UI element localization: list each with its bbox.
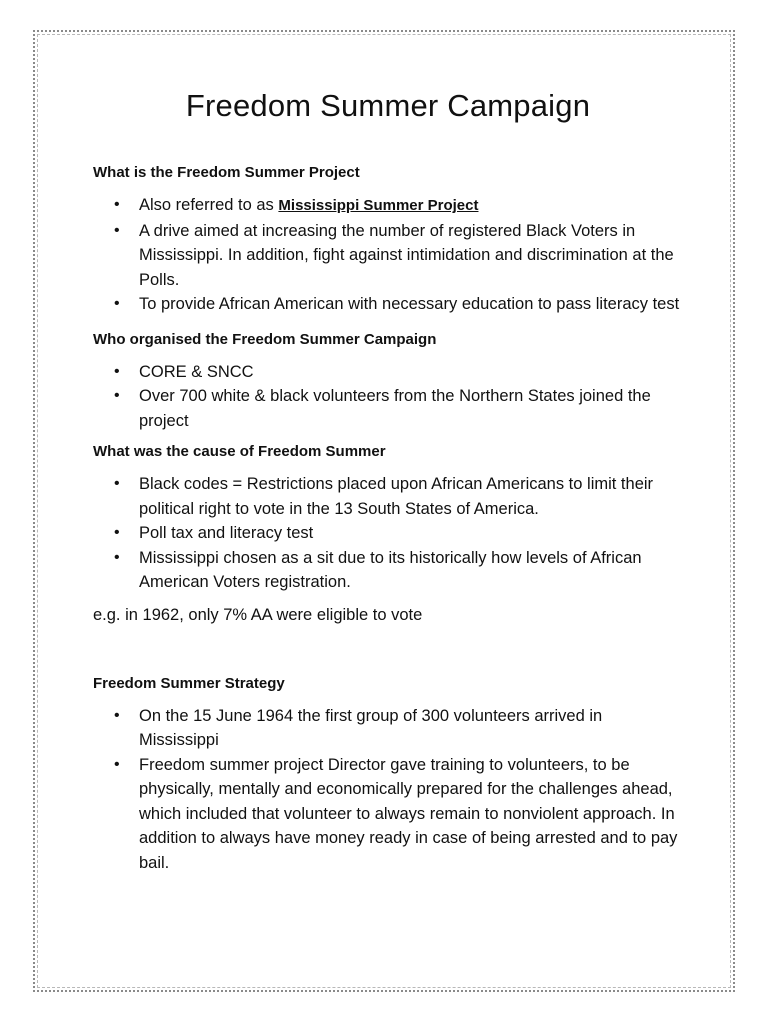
section-cause	[93, 443, 683, 627]
list-item: • Poll tax and literacy test	[139, 521, 683, 546]
bullet-list	[93, 360, 683, 434]
bullet-list	[93, 472, 683, 595]
page-title: Freedom Summer Campaign	[185, 88, 591, 123]
list-item: • Freedom summer project Director gave training to volunteers, to be physically, mentally and economically prepared for the challenges ahead, which included that volunteer to always remain to nonviolent approach. In addition to always have money ready in case of being arrested and to pay bail.	[139, 753, 683, 876]
section-heading: Freedom Summer Strategy	[93, 674, 285, 692]
section-strategy	[93, 675, 683, 876]
list-item: • Black codes = Restrictions placed upon African Americans to limit their political right to vote in the 13 South States of America.	[139, 472, 683, 521]
list-item: • CORE & SNCC	[139, 360, 683, 385]
emphasis-text: Mississippi Summer Project	[278, 197, 479, 214]
list-item: • To provide African American with necessary education to pass literacy test	[139, 292, 683, 317]
section-heading: What is the Freedom Summer Project	[93, 164, 360, 181]
list-item: • On the 15 June 1964 the first group of 300 volunteers arrived in Mississippi	[139, 704, 683, 753]
list-item: • Over 700 white & black volunteers from the Northern States joined the project	[139, 384, 683, 433]
list-item: • A drive aimed at increasing the number of registered Black Voters in Mississippi. In addition, fight against intimidation and discrimination at the Polls.	[139, 219, 683, 293]
list-item: • Mississippi chosen as a sit due to its historically how levels of African American Voters registration.	[139, 546, 683, 595]
section-who-organised	[93, 331, 683, 434]
bullet-list	[93, 193, 683, 317]
list-item-text: Also referred to as	[139, 196, 279, 214]
example-note: e.g. in 1962, only 7% AA were eligible to vote	[93, 605, 423, 624]
section-heading: What was the cause of Freedom Summer	[93, 443, 386, 460]
list-item	[139, 193, 683, 219]
bullet-list	[93, 704, 683, 876]
section-heading: Who organised the Freedom Summer Campaign	[93, 330, 437, 348]
document-body	[93, 88, 683, 885]
section-what-is	[93, 164, 683, 317]
